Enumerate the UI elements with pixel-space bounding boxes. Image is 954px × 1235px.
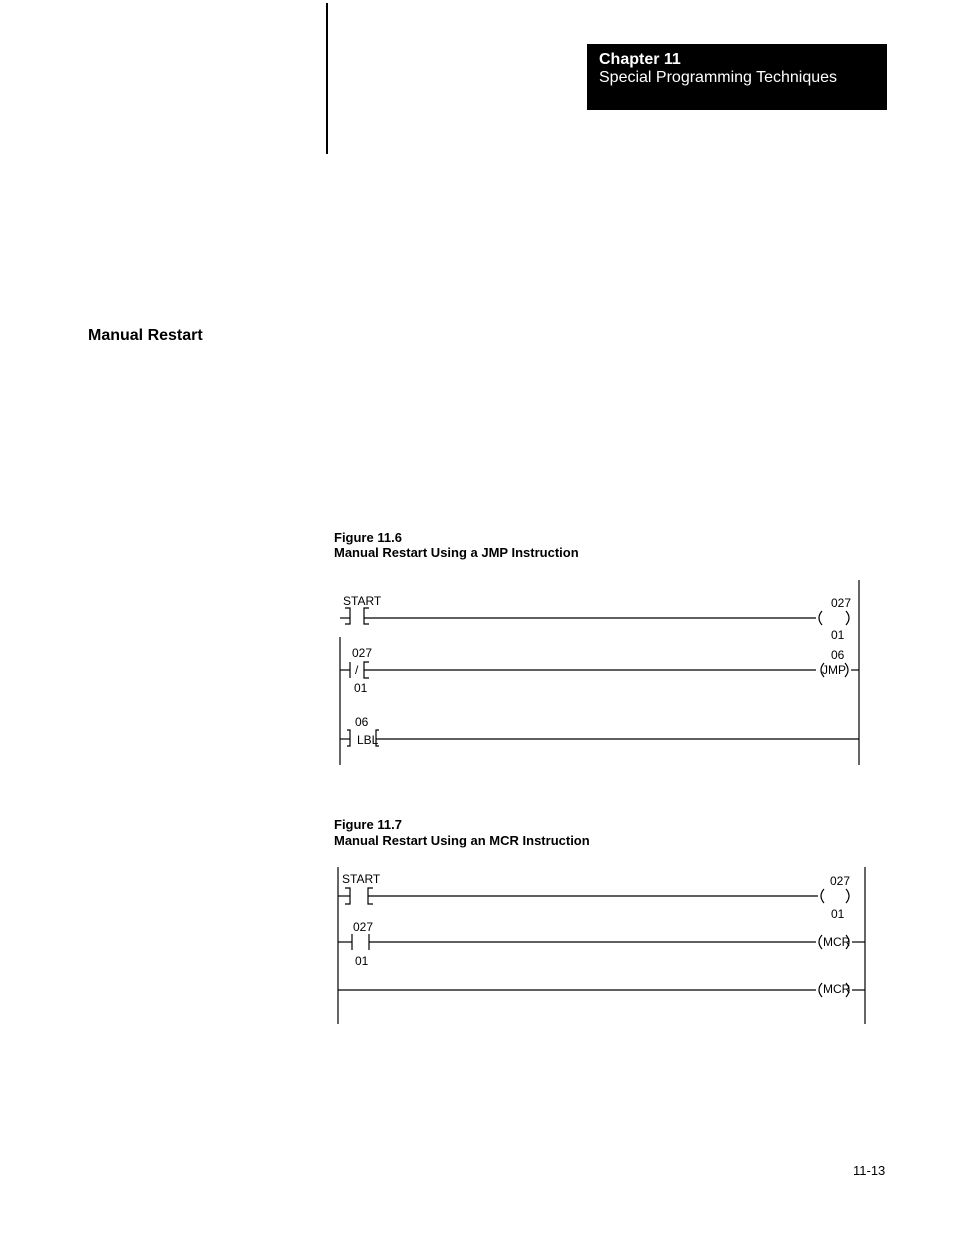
contact-bit: 01	[354, 681, 368, 695]
mcr-instruction: MCR	[823, 935, 851, 949]
jmp-instruction: JMP	[822, 663, 846, 677]
coil-left-paren	[819, 611, 822, 625]
figure-title: Manual Restart Using a JMP Instruction	[334, 545, 579, 560]
contact-left-bracket	[345, 608, 350, 624]
contact-address: 027	[353, 920, 374, 934]
coil-left-paren	[821, 889, 824, 903]
rung-1	[340, 608, 849, 625]
contact-bit: 01	[355, 954, 369, 968]
nc-contact-symbol: /	[355, 663, 359, 677]
section-heading: Manual Restart	[88, 327, 203, 344]
contact-label: START	[342, 872, 381, 886]
chapter-label: Chapter 11	[599, 51, 681, 68]
ladder-diagram-svg	[330, 862, 875, 1027]
contact-right-bracket	[364, 608, 369, 624]
figure-number: Figure 11.6	[334, 530, 402, 545]
rung-2	[340, 662, 859, 678]
coil-bit: 01	[831, 628, 845, 642]
margin-rule	[326, 3, 328, 154]
mcr-coil-left-paren	[819, 935, 822, 949]
mcr-coil-left-paren	[819, 983, 822, 997]
chapter-title: Special Programming Techniques	[599, 69, 838, 86]
figure-number: Figure 11.7	[334, 817, 402, 832]
lbl-instruction: LBL	[357, 733, 379, 747]
rung-3	[338, 983, 865, 997]
ladder-diagram-jmp	[330, 575, 870, 770]
coil-bit: 01	[831, 907, 845, 921]
rung-3	[340, 730, 859, 746]
jump-label-number: 06	[831, 648, 845, 662]
rung-2	[338, 934, 865, 950]
ladder-diagram-svg	[330, 575, 870, 770]
contact-label: START	[343, 594, 382, 608]
coil-right-paren	[846, 889, 849, 903]
mcr-instruction: MCR	[823, 982, 851, 996]
page-number: 11-13	[853, 1163, 886, 1178]
lbl-left-bracket	[347, 730, 350, 746]
rung-1	[338, 888, 849, 904]
coil-right-paren	[846, 611, 849, 625]
figure-title: Manual Restart Using an MCR Instruction	[334, 833, 590, 848]
coil-address: 027	[831, 596, 852, 610]
ladder-diagram-mcr	[330, 862, 875, 1027]
contact-address: 027	[352, 646, 373, 660]
label-number: 06	[355, 715, 369, 729]
chapter-header	[587, 44, 887, 110]
coil-address: 027	[830, 874, 851, 888]
